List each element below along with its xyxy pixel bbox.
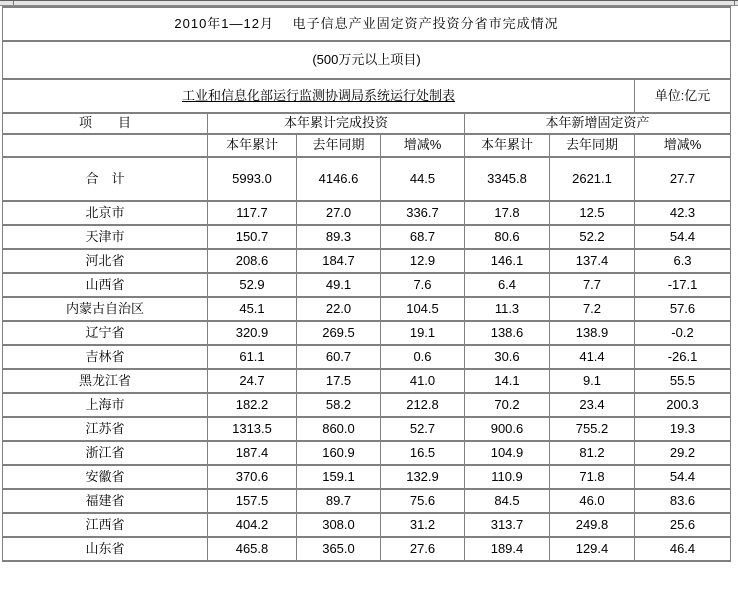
row-label: 合 计 xyxy=(3,157,208,201)
value-cell: 308.0 xyxy=(297,513,381,537)
value-cell: 249.8 xyxy=(550,513,635,537)
subheader-lastyear-1: 去年同期 xyxy=(297,134,381,157)
value-cell: 55.5 xyxy=(635,369,731,393)
value-cell: 22.0 xyxy=(297,297,381,321)
value-cell: 212.8 xyxy=(381,393,465,417)
value-cell: -26.1 xyxy=(635,345,731,369)
value-cell: 57.6 xyxy=(635,297,731,321)
value-cell: 58.2 xyxy=(297,393,381,417)
value-cell: 370.6 xyxy=(208,465,297,489)
value-cell: 31.2 xyxy=(381,513,465,537)
value-cell: 27.6 xyxy=(381,537,465,561)
row-label: 黑龙江省 xyxy=(3,369,208,393)
value-cell: 755.2 xyxy=(550,417,635,441)
value-cell: 117.7 xyxy=(208,201,297,225)
row-label: 河北省 xyxy=(3,249,208,273)
strip-tick-left xyxy=(13,1,14,5)
value-cell: 45.1 xyxy=(208,297,297,321)
value-cell: 4146.6 xyxy=(297,157,381,201)
value-cell: 29.2 xyxy=(635,441,731,465)
row-label: 浙江省 xyxy=(3,441,208,465)
table-row xyxy=(3,249,731,273)
value-cell: 83.6 xyxy=(635,489,731,513)
item-column-header: 项 目 xyxy=(3,113,208,134)
value-cell: 150.7 xyxy=(208,225,297,249)
row-label: 安徽省 xyxy=(3,465,208,489)
value-cell: 336.7 xyxy=(381,201,465,225)
value-cell: 27.7 xyxy=(635,157,731,201)
value-cell: 129.4 xyxy=(550,537,635,561)
value-cell: -17.1 xyxy=(635,273,731,297)
value-cell: 1313.5 xyxy=(208,417,297,441)
table-row xyxy=(3,225,731,249)
value-cell: 23.4 xyxy=(550,393,635,417)
value-cell: 89.3 xyxy=(297,225,381,249)
value-cell: 81.2 xyxy=(550,441,635,465)
value-cell: 70.2 xyxy=(465,393,550,417)
subheader-ytd-1: 本年累计 xyxy=(208,134,297,157)
value-cell: 25.6 xyxy=(635,513,731,537)
value-cell: 189.4 xyxy=(465,537,550,561)
group-header-completed-investment: 本年累计完成投资 xyxy=(208,113,465,134)
value-cell: 5993.0 xyxy=(208,157,297,201)
value-cell: 137.4 xyxy=(550,249,635,273)
value-cell: 404.2 xyxy=(208,513,297,537)
value-cell: 24.7 xyxy=(208,369,297,393)
value-cell: 12.9 xyxy=(381,249,465,273)
value-cell: 75.6 xyxy=(381,489,465,513)
table-row xyxy=(3,201,731,225)
value-cell: 52.7 xyxy=(381,417,465,441)
value-cell: 89.7 xyxy=(297,489,381,513)
value-cell: 11.3 xyxy=(465,297,550,321)
value-cell: 17.5 xyxy=(297,369,381,393)
table-row xyxy=(3,345,731,369)
value-cell: 187.4 xyxy=(208,441,297,465)
table-row xyxy=(3,465,731,489)
empty-header-cell xyxy=(3,134,208,157)
value-cell: 71.8 xyxy=(550,465,635,489)
value-cell: 9.1 xyxy=(550,369,635,393)
value-cell: 157.5 xyxy=(208,489,297,513)
row-label: 辽宁省 xyxy=(3,321,208,345)
subheader-change-2: 增减% xyxy=(635,134,731,157)
value-cell: 208.6 xyxy=(208,249,297,273)
unit-label: 单位:亿元 xyxy=(635,79,731,113)
value-cell: 14.1 xyxy=(465,369,550,393)
table-row xyxy=(3,393,731,417)
value-cell: 6.3 xyxy=(635,249,731,273)
value-cell: 54.4 xyxy=(635,465,731,489)
value-cell: 84.5 xyxy=(465,489,550,513)
value-cell: 104.5 xyxy=(381,297,465,321)
row-label: 福建省 xyxy=(3,489,208,513)
value-cell: 61.1 xyxy=(208,345,297,369)
table-row xyxy=(3,417,731,441)
value-cell: 3345.8 xyxy=(465,157,550,201)
producer-link[interactable]: 工业和信息化部运行监测协调局系统运行处制表 xyxy=(3,79,635,113)
table-row xyxy=(3,441,731,465)
value-cell: 60.7 xyxy=(297,345,381,369)
table-row xyxy=(3,273,731,297)
value-cell: 320.9 xyxy=(208,321,297,345)
value-cell: 41.0 xyxy=(381,369,465,393)
value-cell: 80.6 xyxy=(465,225,550,249)
subheader-ytd-2: 本年累计 xyxy=(465,134,550,157)
table-row xyxy=(3,369,731,393)
value-cell: 184.7 xyxy=(297,249,381,273)
value-cell: 104.9 xyxy=(465,441,550,465)
value-cell: 2621.1 xyxy=(550,157,635,201)
strip-tick-right xyxy=(734,1,735,5)
value-cell: 860.0 xyxy=(297,417,381,441)
row-label: 天津市 xyxy=(3,225,208,249)
value-cell: 49.1 xyxy=(297,273,381,297)
table-row xyxy=(3,297,731,321)
value-cell: 17.8 xyxy=(465,201,550,225)
value-cell: 138.6 xyxy=(465,321,550,345)
value-cell: 110.9 xyxy=(465,465,550,489)
row-label: 北京市 xyxy=(3,201,208,225)
report-title: 2010年1—12月 电子信息产业固定资产投资分省市完成情况 xyxy=(3,7,731,41)
value-cell: 46.0 xyxy=(550,489,635,513)
row-label: 山西省 xyxy=(3,273,208,297)
value-cell: 159.1 xyxy=(297,465,381,489)
value-cell: 27.0 xyxy=(297,201,381,225)
row-label: 山东省 xyxy=(3,537,208,561)
value-cell: 46.4 xyxy=(635,537,731,561)
report-subtitle: (500万元以上项目) xyxy=(3,41,731,79)
table-row xyxy=(3,321,731,345)
subheader-lastyear-2: 去年同期 xyxy=(550,134,635,157)
value-cell: 41.4 xyxy=(550,345,635,369)
row-label: 江西省 xyxy=(3,513,208,537)
value-cell: 7.6 xyxy=(381,273,465,297)
value-cell: 52.9 xyxy=(208,273,297,297)
value-cell: 16.5 xyxy=(381,441,465,465)
value-cell: 30.6 xyxy=(465,345,550,369)
value-cell: 200.3 xyxy=(635,393,731,417)
value-cell: -0.2 xyxy=(635,321,731,345)
value-cell: 0.6 xyxy=(381,345,465,369)
value-cell: 182.2 xyxy=(208,393,297,417)
value-cell: 269.5 xyxy=(297,321,381,345)
value-cell: 42.3 xyxy=(635,201,731,225)
value-cell: 365.0 xyxy=(297,537,381,561)
row-label: 上海市 xyxy=(3,393,208,417)
table-row xyxy=(3,513,731,537)
value-cell: 465.8 xyxy=(208,537,297,561)
value-cell: 68.7 xyxy=(381,225,465,249)
value-cell: 7.2 xyxy=(550,297,635,321)
row-label: 吉林省 xyxy=(3,345,208,369)
subheader-change-1: 增减% xyxy=(381,134,465,157)
value-cell: 138.9 xyxy=(550,321,635,345)
value-cell: 900.6 xyxy=(465,417,550,441)
value-cell: 146.1 xyxy=(465,249,550,273)
value-cell: 7.7 xyxy=(550,273,635,297)
group-header-new-fixed-assets: 本年新增固定资产 xyxy=(465,113,731,134)
value-cell: 132.9 xyxy=(381,465,465,489)
value-cell: 313.7 xyxy=(465,513,550,537)
value-cell: 54.4 xyxy=(635,225,731,249)
value-cell: 52.2 xyxy=(550,225,635,249)
table-row xyxy=(3,537,731,561)
report-table xyxy=(2,6,731,562)
value-cell: 19.1 xyxy=(381,321,465,345)
table-row xyxy=(3,489,731,513)
value-cell: 19.3 xyxy=(635,417,731,441)
value-cell: 6.4 xyxy=(465,273,550,297)
value-cell: 12.5 xyxy=(550,201,635,225)
value-cell: 160.9 xyxy=(297,441,381,465)
table-row-total xyxy=(3,157,731,201)
row-label: 江苏省 xyxy=(3,417,208,441)
row-label: 内蒙古自治区 xyxy=(3,297,208,321)
value-cell: 44.5 xyxy=(381,157,465,201)
